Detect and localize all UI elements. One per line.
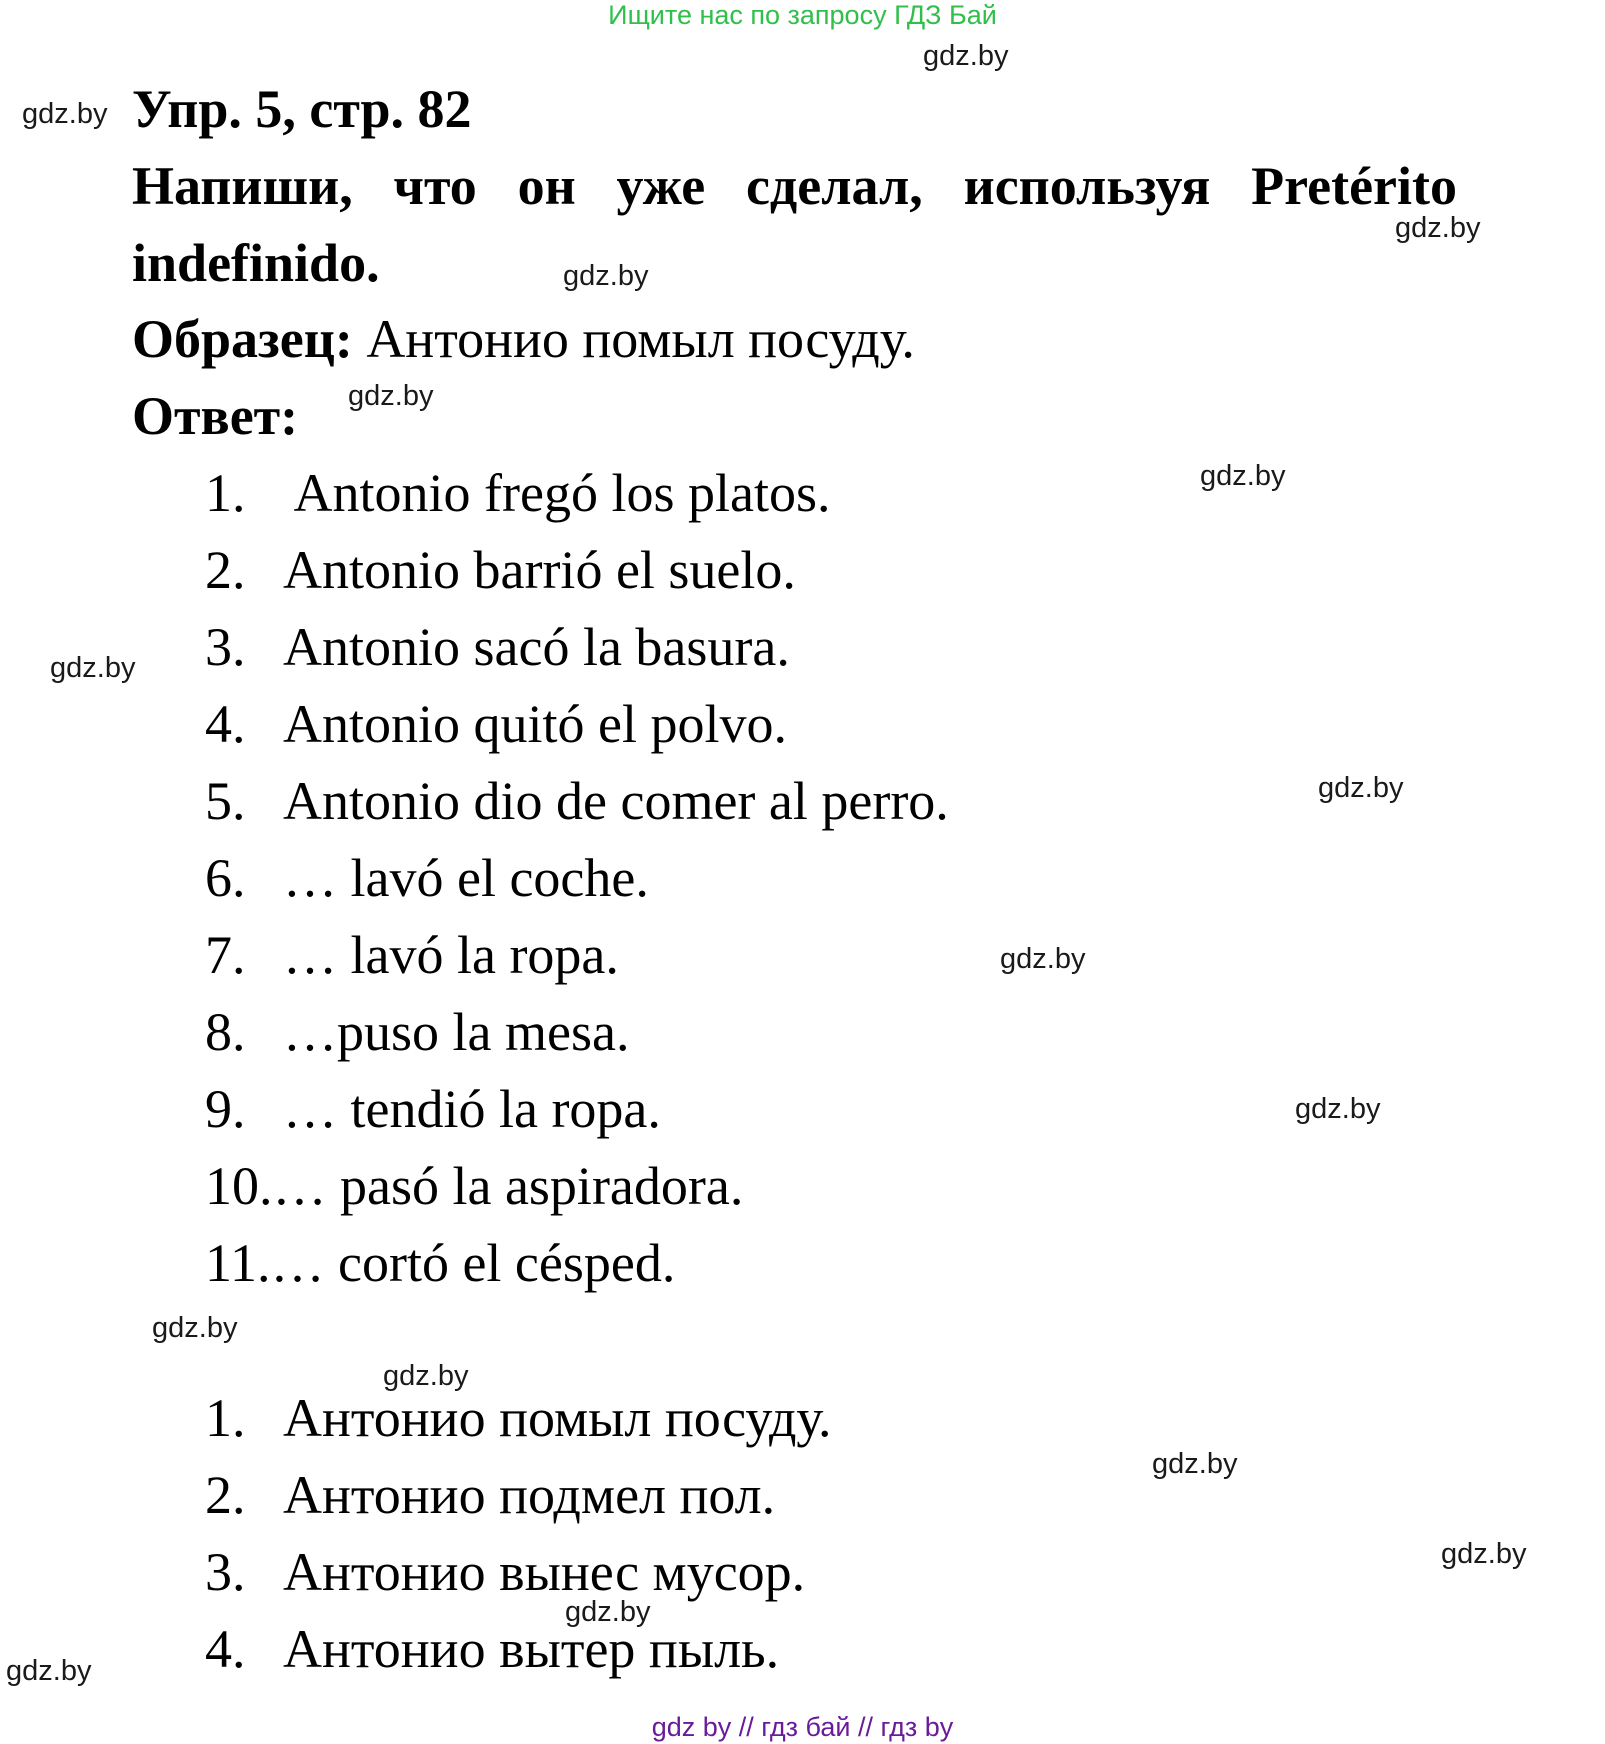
list-item: 1. Antonio fregó los platos. xyxy=(205,463,831,523)
list-item: 8. …puso la mesa. xyxy=(205,1002,630,1062)
list-item: 2. Antonio barrió el suelo. xyxy=(205,540,796,600)
top-banner[interactable]: Ищите нас по запросу ГДЗ Бай xyxy=(608,0,997,30)
list-item: 4. Antonio quitó el polvo. xyxy=(205,694,787,754)
sample-line xyxy=(132,308,915,370)
exercise-heading: Упр. 5, стр. 82 xyxy=(132,79,472,139)
list-item: 10.… pasó la aspiradora. xyxy=(205,1156,744,1216)
watermark: gdz.by xyxy=(383,1360,469,1392)
watermark: gdz.by xyxy=(1295,1093,1381,1125)
watermark: gdz.by xyxy=(22,98,108,130)
watermark: gdz.by xyxy=(563,260,649,292)
list-item: 2. Антонио подмел пол. xyxy=(205,1465,776,1525)
watermark: gdz.by xyxy=(923,40,1009,72)
sample-text: Антонио помыл посуду. xyxy=(352,309,915,369)
watermark: gdz.by xyxy=(1200,460,1286,492)
watermark: gdz.by xyxy=(1441,1538,1527,1570)
list-item: 11.… cortó el césped. xyxy=(205,1233,676,1293)
watermark: gdz.by xyxy=(348,380,434,412)
footer-links[interactable]: gdz by // гдз бай // гдз by xyxy=(651,1712,954,1742)
sample-label: Образец: xyxy=(132,309,353,369)
watermark: gdz.by xyxy=(1000,943,1086,975)
list-item: 3. Antonio sacó la basura. xyxy=(205,617,790,677)
watermark: gdz.by xyxy=(152,1312,238,1344)
list-item: 7. … lavó la ropa. xyxy=(205,925,619,985)
list-item: 4. Антонио вытер пыль. xyxy=(205,1619,780,1679)
list-item: 1. Антонио помыл посуду. xyxy=(205,1388,832,1448)
list-item: 5. Antonio dio de comer al perro. xyxy=(205,771,949,831)
answer-label: Ответ: xyxy=(132,386,299,446)
watermark: gdz.by xyxy=(565,1596,651,1628)
watermark: gdz.by xyxy=(1152,1448,1238,1480)
list-item: 6. … lavó el coche. xyxy=(205,848,649,908)
list-item: 3. Антонио вынес мусор. xyxy=(205,1542,806,1602)
task-text-line1: Напиши, что он уже сделал, используя Pretérito xyxy=(132,156,1457,216)
list-item: 9. … tendió la ropa. xyxy=(205,1079,661,1139)
watermark: gdz.by xyxy=(6,1655,92,1687)
watermark: gdz.by xyxy=(1318,772,1404,804)
task-text-line2: indefinido. xyxy=(132,233,380,293)
watermark: gdz.by xyxy=(1395,212,1481,244)
watermark: gdz.by xyxy=(50,652,136,684)
